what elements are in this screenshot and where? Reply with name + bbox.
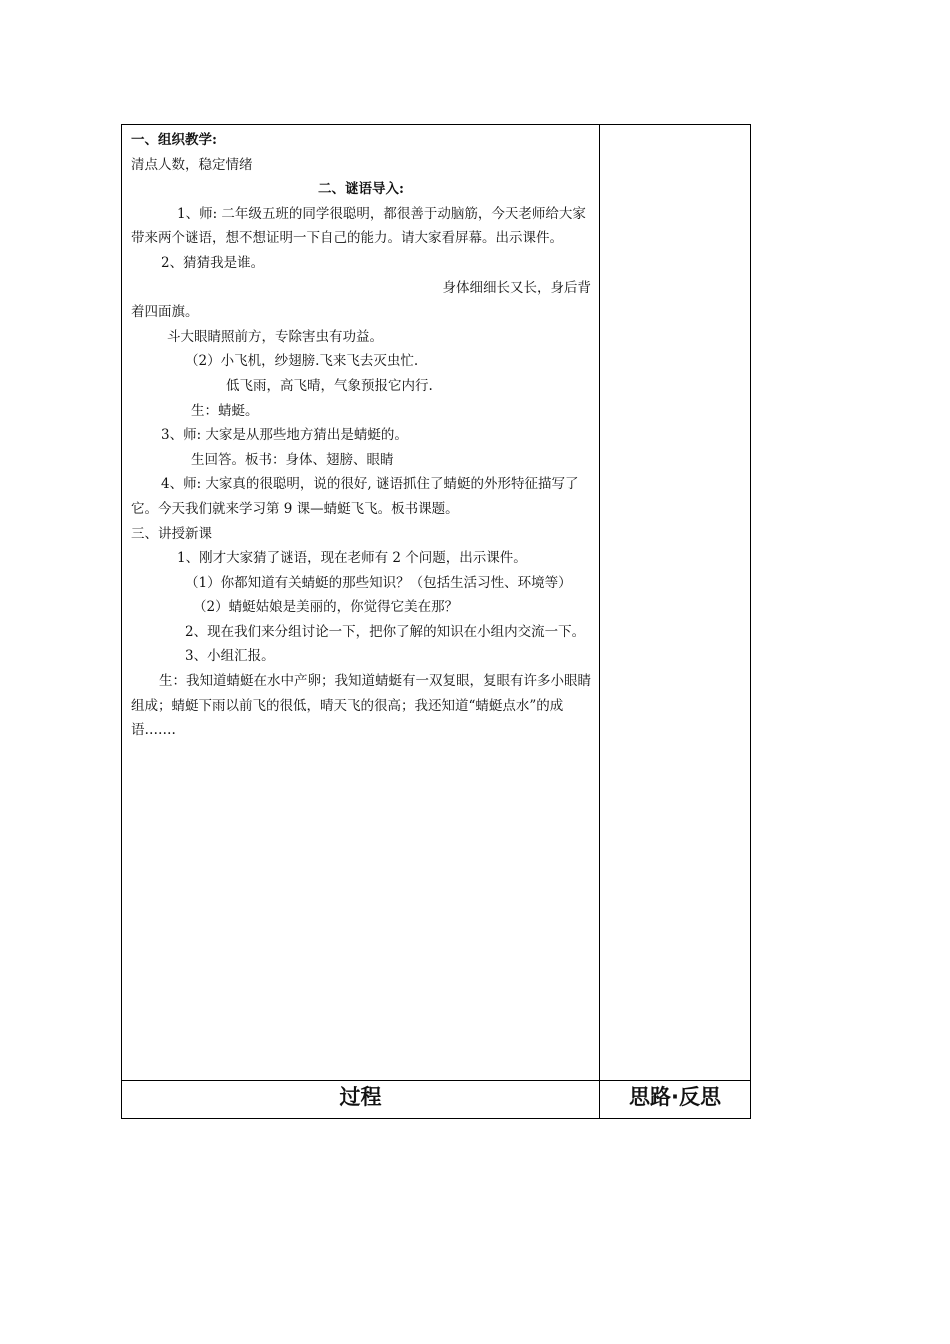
- section-3-question-2: （2）蜻蜓姑娘是美丽的，你觉得它美在那？: [193, 599, 459, 616]
- riddle-2-line-2: 低飞雨，高飞晴，气象预报它内行.: [226, 377, 433, 394]
- section-2-paragraph-3-answer: 生回答。板书：身体、翅膀、眼睛: [191, 451, 394, 468]
- section-3-question-1: （1）你都知道有关蜻蜓的那些知识？（包括生活习性、环境等）: [185, 574, 572, 591]
- riddle-2-line-1: （2）小飞机，纱翅膀.飞来飞去灭虫忙.: [185, 353, 419, 370]
- section-1-heading: 一、组织教学:: [131, 132, 217, 148]
- reflection-cell: [600, 125, 751, 1081]
- section-2-paragraph-4: 4、师: 大家真的很聪明，说的很好, 谜语抓住了蜻蜓的外形特征描写了它。今天我们就来学习第 9 课—蜻蜓飞飞。板书课题。: [131, 476, 579, 517]
- process-content-cell: [122, 125, 600, 1081]
- riddle-1-line-2: 斗大眼睛照前方，专除害虫有功益。: [167, 328, 383, 345]
- section-2-paragraph-2: 2、猜猜我是谁。: [161, 254, 265, 271]
- section-3-heading: 三、讲授新课: [131, 525, 212, 542]
- reflection-label: 思路·反思: [600, 1081, 751, 1119]
- section-1-text: 清点人数，稳定情绪: [131, 156, 253, 173]
- riddle-answer: 生：蜻蜓。: [191, 402, 259, 419]
- section-3-paragraph-4: 生：我知道蜻蜓在水中产卵；我知道蜻蜓有一双复眼，复眼有许多小眼睛组成；蜻蜓下雨以前飞的很低，晴天飞的很高；我还知道“蜻蜓点水”的成语…….: [131, 673, 591, 739]
- section-2-paragraph-1: 1、师: 二年级五班的同学很聪明，都很善于动脑筋，今天老师给大家带来两个谜语，想不想证明一下自己的能力。请大家看屏幕。出示课件。: [131, 205, 586, 247]
- footer-row: [122, 1081, 751, 1119]
- section-3-paragraph-3: 3、小组汇报。: [185, 648, 275, 665]
- section-3-paragraph-1: 1、刚才大家猜了谜语，现在老师有 2 个问题，出示课件。: [177, 550, 527, 567]
- section-3-paragraph-2: 2、现在我们来分组讨论一下，把你了解的知识在小组内交流一下。: [185, 623, 586, 640]
- section-2-heading: 二、谜语导入:: [318, 181, 404, 198]
- content-row: [122, 125, 751, 1081]
- riddle-1-line-1a: 身体细细长又长，身后背: [442, 279, 591, 296]
- lesson-plan-table: [121, 124, 751, 1119]
- lesson-content: [122, 125, 599, 743]
- section-2-paragraph-3: 3、师: 大家是从那些地方猜出是蜻蜓的。: [161, 427, 408, 444]
- riddle-1-line-1b: 着四面旗。: [131, 304, 199, 321]
- process-label: 过程: [122, 1081, 600, 1119]
